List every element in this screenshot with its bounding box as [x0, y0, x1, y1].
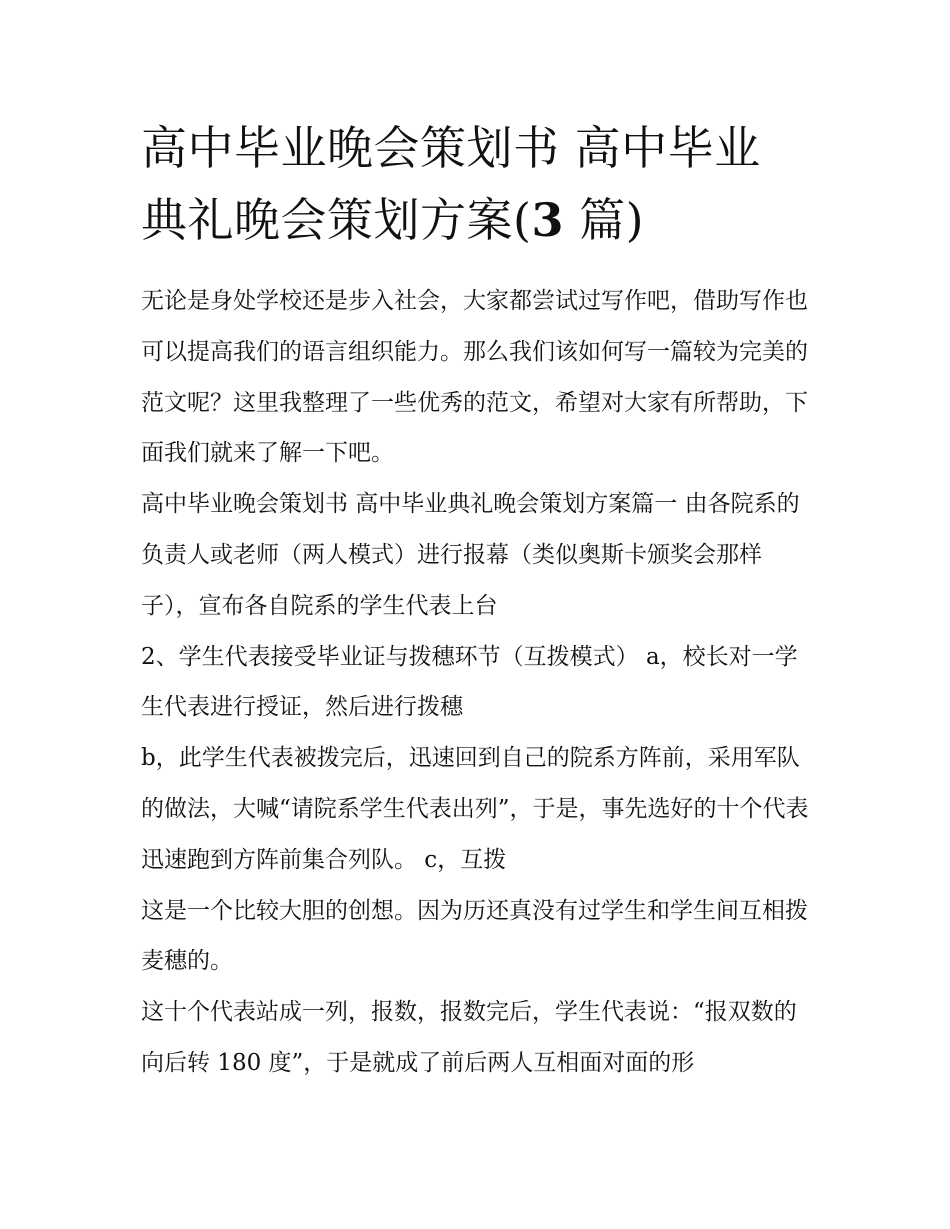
document-body [141, 276, 813, 1089]
paragraph-idea: 这是一个比较大胆的创想。因为历还真没有过学生和学生间互相拨麦穗的。 [141, 897, 808, 975]
paragraph-section-one: 高中毕业晚会策划书 高中毕业典礼晚会策划方案篇一 由各院系的负责人或老师（两人模式）进行报幕（类似奥斯卡颁奖会那样子），宣布各自院系的学生代表上台 [141, 491, 800, 619]
paragraph-step-2: 2、学生代表接受毕业证与拨穗环节（互拨模式） a，校长对一学生代表进行授证，然后进行拨穗 [141, 643, 798, 721]
paragraph-step-b: b，此学生代表被拨完后，迅速回到自己的院系方阵前，采用军队的做法，大喊“请院系学生代表出列”，于是，事先选好的十个代表迅速跑到方阵前集合列队。 c，互拨 [141, 745, 809, 873]
title-line-1: 高中毕业晚会策划书 高中毕业 [141, 121, 761, 175]
paragraph-lineup: 这十个代表站成一列，报数，报数完后，学生代表说：“报双数的向后转 180 度”，于是就成了前后两人互相面对面的形 [141, 999, 797, 1076]
paragraph-intro: 无论是身处学校还是步入社会，大家都尝试过写作吧，借助写作也可以提高我们的语言组织能力。那么我们该如何写一篇较为完美的范文呢？这里我整理了一些优秀的范文，希望对大家有所帮助，下面我们就来了解一下吧。 [141, 288, 808, 467]
title-count: 3 [531, 193, 564, 247]
title-line-2: 典礼晚会策划方案( [141, 193, 532, 247]
document-page [141, 112, 813, 1089]
document-title [141, 112, 813, 256]
title-line-2-end: 篇) [563, 193, 645, 247]
